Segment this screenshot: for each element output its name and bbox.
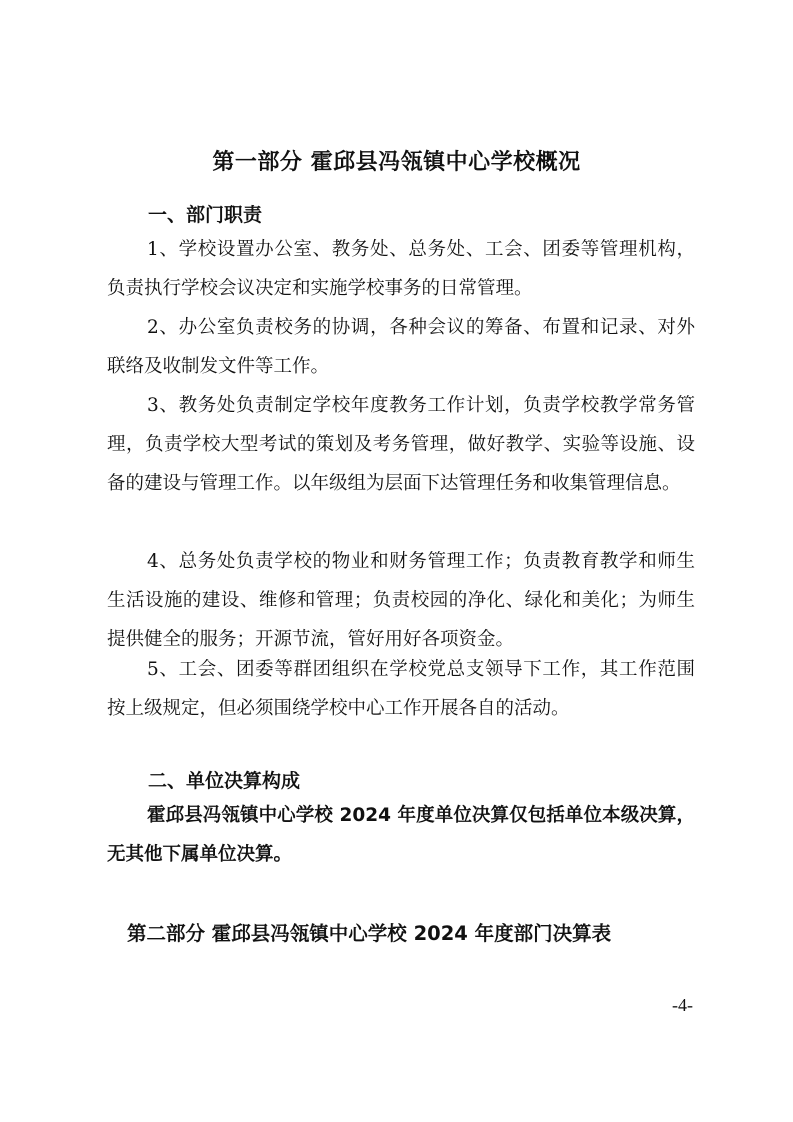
page-number: -4- xyxy=(672,995,693,1015)
section-heading-duties: 一、部门职责 xyxy=(148,204,263,226)
paragraph-1: 1、学校设置办公室、教务处、总务处、工会、团委等管理机构，负责执行学校会议决定和实施学校事务的日常管理。 xyxy=(107,239,695,299)
paragraph-4: 4、总务处负责学校的物业和财务管理工作；负责教育教学和师生生活设施的建设、维修和管理；负责校园的净化、绿化和美化；为师生提供健全的服务；开源节流，管好用好各项资金。 xyxy=(107,551,695,650)
part2-title: 第二部分 霍邱县冯瓴镇中心学校 2024 年度部门决算表 xyxy=(127,922,612,945)
paragraph-3: 3、教务处负责制定学校年度教务工作计划，负责学校教学常务管理，负责学校大型考试的策划及考务管理，做好教学、实验等设施、设备的建设与管理工作。以年级组为层面下达管理任务和收集管理信息。 xyxy=(107,395,695,494)
paragraph-2: 2、办公室负责校务的协调，各种会议的筹备、布置和记录、对外联络及收制发文件等工作。 xyxy=(107,317,695,377)
page-title: 第一部分 霍邱县冯瓴镇中心学校概况 xyxy=(212,150,581,175)
paragraph-composition: 霍邱县冯瓴镇中心学校 2024 年度单位决算仅包括单位本级决算，无其他下属单位决算。 xyxy=(107,805,695,865)
paragraph-5: 5、工会、团委等群团组织在学校党总支领导下工作，其工作范围按上级规定，但必须围绕学校中心工作开展各自的活动。 xyxy=(107,659,695,719)
section-heading-composition: 二、单位决算构成 xyxy=(148,770,301,792)
